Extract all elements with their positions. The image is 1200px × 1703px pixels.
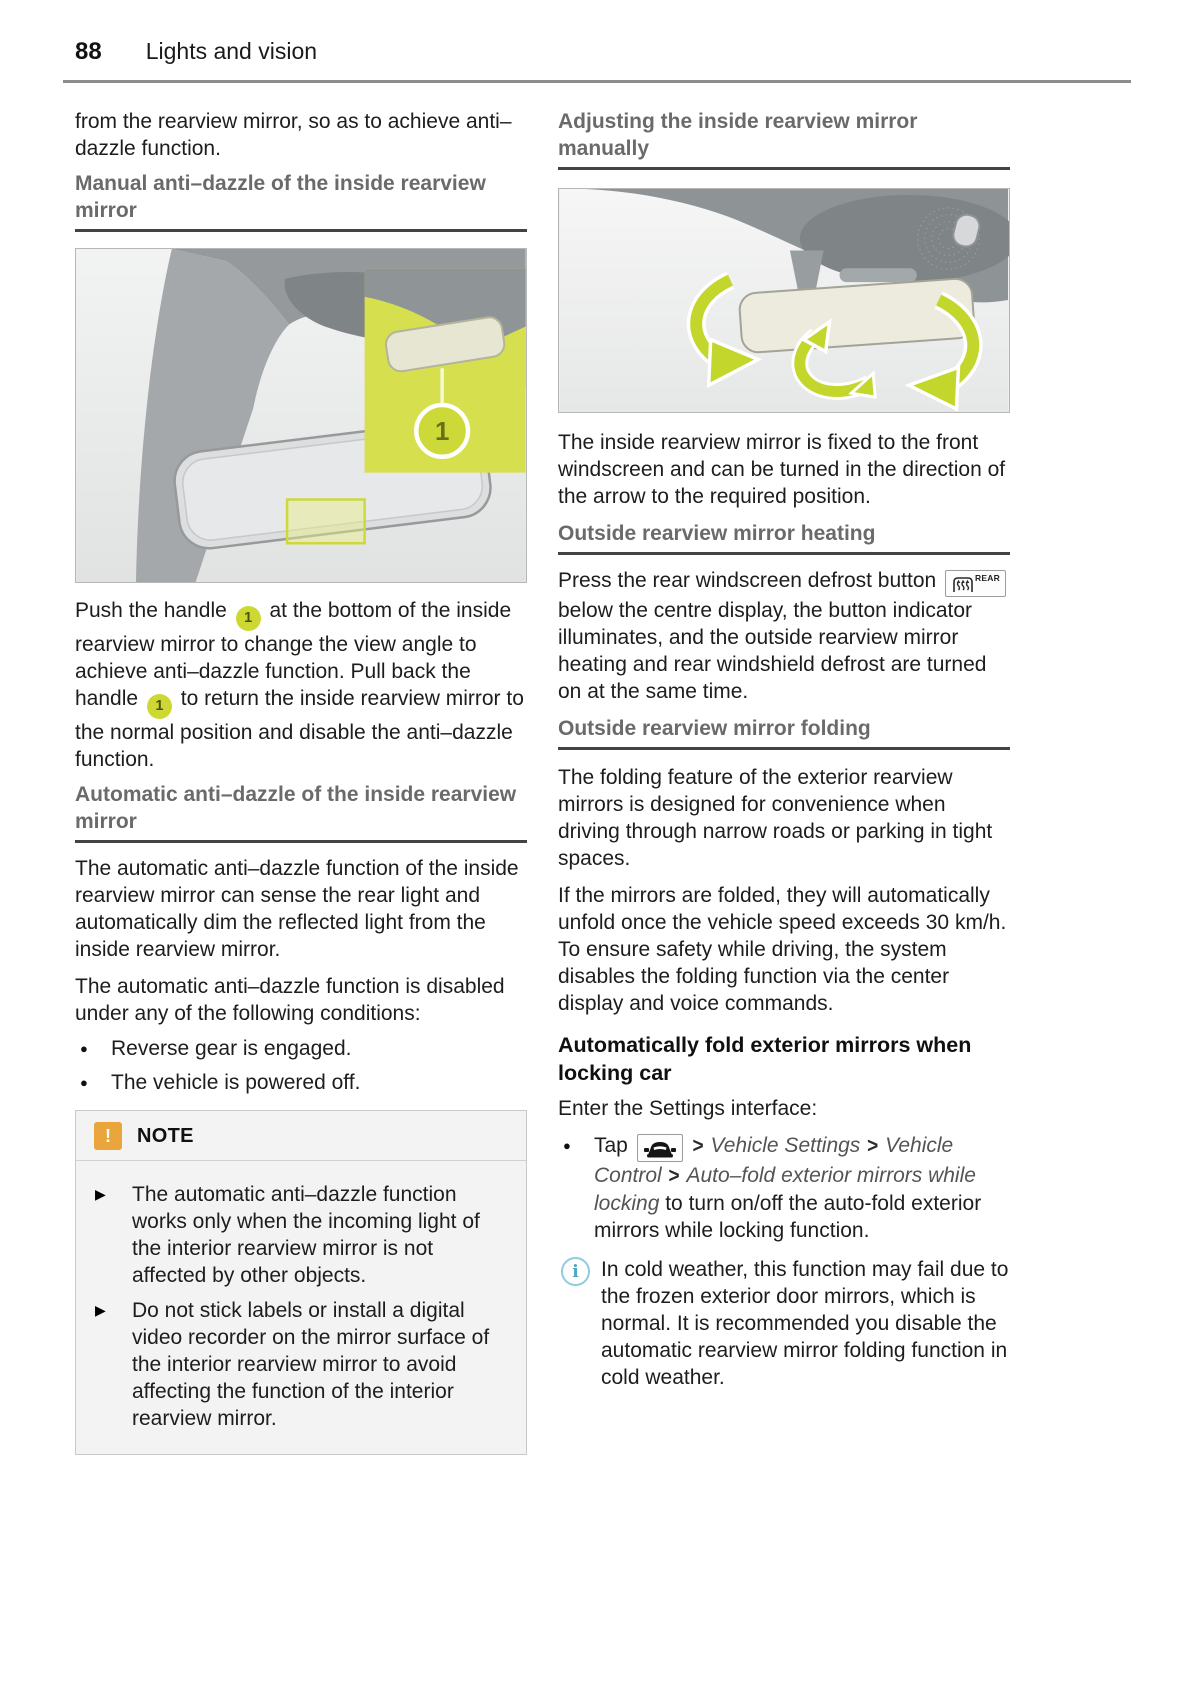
heading-mirror-heating: Outside rearview mirror heating (558, 520, 1010, 555)
note-title: NOTE (137, 1124, 194, 1147)
heading-mirror-folding: Outside rearview mirror folding (558, 715, 1010, 750)
inside-mirror-illustration (76, 249, 526, 582)
figure-mirror-adjustment (558, 188, 1010, 413)
settings-intro: Enter the Settings interface: (558, 1097, 818, 1120)
car-glyph (643, 1138, 677, 1159)
note-item (92, 1181, 510, 1289)
bullet-icon: ● (563, 1138, 571, 1153)
info-note (558, 1256, 1010, 1391)
callout-1-badge: 1 (236, 606, 261, 631)
note-item-text: The automatic anti–dazzle function works only when the incoming light of the interior rearview mirror is not affected by other objects. (132, 1183, 480, 1287)
arrow-bullet-icon: ▶ (95, 1302, 106, 1318)
note-item-text: Do not stick labels or install a digital video recorder on the mirror surface of the interior rearview mirror to avoid affecting the function of the interior rearview mirror. (132, 1299, 490, 1430)
bullet-icon: ● (80, 1041, 88, 1056)
mirror-heating-paragraph (558, 567, 1010, 705)
adjust-mirror-paragraph: The inside rearview mirror is fixed to the front windscreen and can be turned in the direction of the arrow to the required position. (558, 431, 1006, 508)
menu-path-vehicle-settings: Vehicle Settings (710, 1134, 861, 1157)
chevron-separator-icon: > (692, 1134, 704, 1159)
mirror-adjustment-illustration (559, 189, 1009, 412)
handle-highlight-box (287, 499, 365, 543)
chevron-separator-icon: > (668, 1164, 680, 1189)
page-number: 88 (75, 38, 102, 65)
note-header (76, 1111, 526, 1161)
tap-settings-item (558, 1132, 1010, 1244)
heading-adjust-mirror-manually: Adjusting the inside rearview mirror manually (558, 108, 1010, 170)
list-item (75, 1035, 527, 1062)
rear-label: REAR (975, 573, 1000, 583)
note-box (75, 1110, 527, 1455)
heating-text-1: Press the rear windscreen defrost button (558, 569, 937, 592)
condition-powered-off: The vehicle is powered off. (111, 1071, 361, 1094)
push-handle-text-1: Push the handle (75, 599, 227, 622)
note-warning-icon: ! (94, 1122, 122, 1150)
chapter-title: Lights and vision (145, 38, 318, 64)
tap-trailing-text: to turn on/off the auto-fold exterior mirrors while locking function. (594, 1192, 982, 1242)
zoom-inset-panel (365, 269, 526, 473)
callout-1-badge: 1 (147, 694, 172, 719)
page-header (75, 38, 317, 66)
note-body (76, 1161, 526, 1454)
header-rule (63, 80, 1131, 83)
tap-settings-text (594, 1132, 1010, 1244)
heading-automatic-anti-dazzle: Automatic anti–dazzle of the inside rearview mirror (75, 781, 527, 843)
rear-defrost-button-icon (945, 570, 1006, 597)
arrow-bullet-icon: ▶ (95, 1186, 106, 1202)
heading-autofold-when-locking: Automatically fold exterior mirrors when locking car (558, 1033, 972, 1085)
auto-anti-dazzle-paragraph-2: The automatic anti–dazzle function is disabled under any of the following conditions: (75, 975, 505, 1025)
note-item (92, 1297, 510, 1432)
heating-text-2: below the centre display, the button indicator illuminates, and the outside rearview mirror heating and rear windshield defrost are turned on at the same time. (558, 599, 987, 703)
defrost-glyph (951, 574, 975, 594)
callout-1-label: 1 (434, 417, 450, 446)
push-handle-text-3: to return the inside rearview mirror to the normal position and disable the anti–dazzle function. (75, 687, 524, 771)
list-item (75, 1069, 527, 1096)
intro-paragraph: from the rearview mirror, so as to achieve anti–dazzle function. (75, 110, 512, 160)
push-handle-text-2: at the bottom of the inside rearview mirror to change the view angle to achieve anti–dazzle function. Pull back the handle (75, 599, 512, 710)
figure-inside-mirror-handle (75, 248, 527, 583)
info-note-text: In cold weather, this function may fail due to the frozen exterior door mirrors, which is normal. It is recommended you disable the automatic rearview mirror folding function in cold weather. (601, 1258, 1009, 1389)
tap-label: Tap (594, 1134, 628, 1157)
left-column (75, 108, 527, 1455)
chevron-separator-icon: > (867, 1134, 879, 1159)
info-icon: i (561, 1257, 590, 1286)
auto-anti-dazzle-paragraph-1: The automatic anti–dazzle function of the inside rearview mirror can sense the rear light and automatically dim the reflected light from the inside rearview mirror. (75, 857, 519, 961)
condition-reverse-gear: Reverse gear is engaged. (111, 1037, 352, 1060)
bullet-icon: ● (80, 1075, 88, 1090)
mirror-folding-paragraph-1: The folding feature of the exterior rearview mirrors is designed for convenience when driving through narrow roads or parking in tight spaces. (558, 766, 993, 870)
heading-manual-anti-dazzle: Manual anti–dazzle of the inside rearview mirror (75, 170, 527, 232)
menu-path-vehicle-control: Vehicle Control (594, 1134, 954, 1187)
mirror-folding-paragraph-2: If the mirrors are folded, they will automatically unfold once the vehicle speed exceeds 30 km/h. To ensure safety while driving, the system disables the folding function via the center display and voice commands. (558, 884, 1007, 1015)
menu-path-autofold-option: Auto–fold exterior mirrors while locking (594, 1164, 976, 1215)
push-handle-paragraph (75, 597, 527, 773)
vehicle-settings-button-icon (637, 1134, 683, 1162)
right-column (558, 108, 1010, 1391)
